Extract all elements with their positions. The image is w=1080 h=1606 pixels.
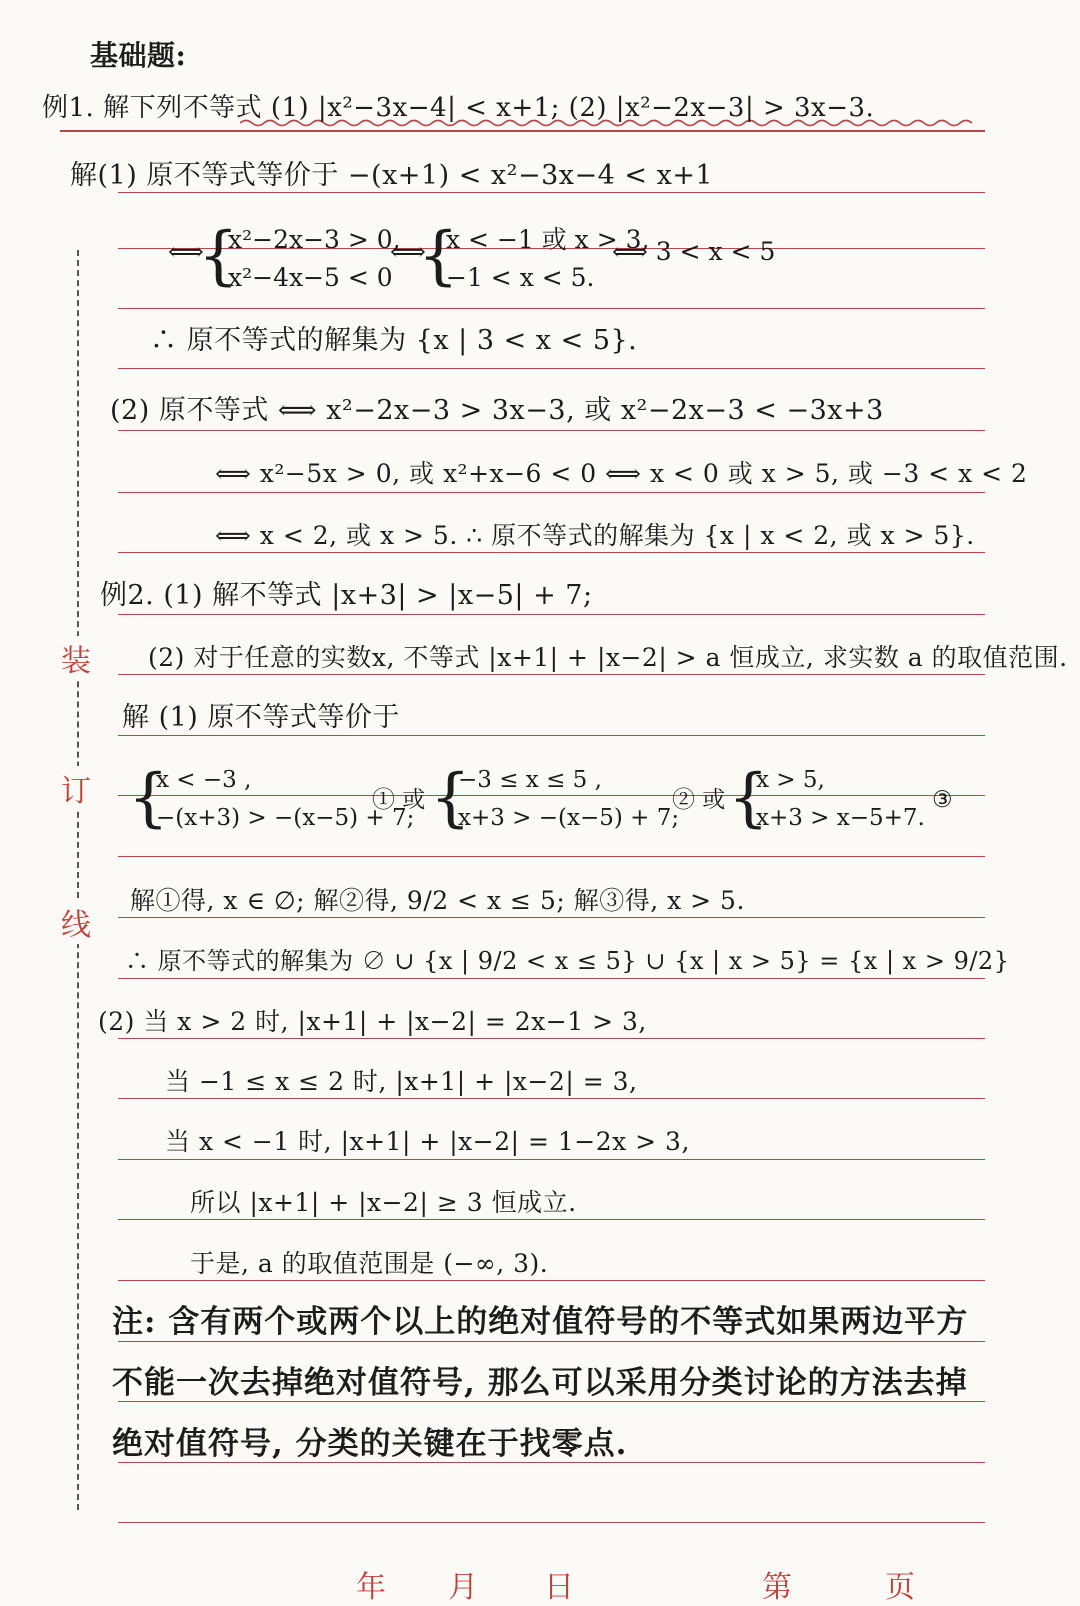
ruled-line: [118, 1522, 985, 1523]
solution2-line3: ⟺ x < 2, 或 x > 5. ∴ 原不等式的解集为 {x | x < 2, 或 x > 5}.: [215, 521, 975, 550]
ruled-line: [118, 368, 985, 369]
footer-page: 页: [885, 1570, 915, 1605]
ruled-line: [118, 192, 985, 193]
footer-day: 日: [544, 1570, 574, 1605]
solution2-line2: ⟺ x²−5x > 0, 或 x²+x−6 < 0 ⟺ x < 0 或 x > 5, 或 −3 < x < 2: [215, 459, 1028, 488]
ruled-line: [118, 1401, 985, 1402]
ruled-line: [118, 492, 985, 493]
case1-line2: −(x+3) > −(x−5) + 7;: [156, 805, 415, 831]
section-title: 基础题:: [90, 39, 187, 72]
ruled-line: [118, 1341, 985, 1342]
part2-line2: 当 −1 ≤ x ≤ 2 时, |x+1| + |x−2| = 3,: [165, 1067, 638, 1096]
case2-line1: −3 ≤ x ≤ 5 ,: [458, 767, 602, 793]
system-arrow-2: ⟺: [390, 237, 426, 266]
system-brace: {: [728, 761, 769, 835]
ruled-line: [118, 1462, 985, 1463]
ruled-line: [118, 917, 985, 918]
ruled-line: [118, 674, 985, 675]
case2-line2: x+3 > −(x−5) + 7;: [458, 805, 680, 831]
case3-line1: x > 5,: [756, 767, 825, 793]
footer-year: 年: [356, 1570, 386, 1605]
footer-di: 第: [762, 1570, 792, 1605]
ruled-line: [118, 430, 985, 431]
case1-tag: ① 或: [372, 787, 426, 813]
ruled-line: [118, 614, 985, 615]
solution1-result: ⟺ 3 < x < 5: [612, 237, 776, 266]
system1-line2: x²−4x−5 < 0: [228, 263, 393, 292]
system-brace: {: [198, 219, 239, 293]
solution2-line1: (2) 原不等式 ⟺ x²−2x−3 > 3x−3, 或 x²−2x−3 < −3x+3: [110, 395, 884, 426]
example2-intro: 解 (1) 原不等式等价于: [122, 702, 400, 733]
ruled-line: [118, 1280, 985, 1281]
example2-solve: 解①得, x ∈ ∅; 解②得, 9/2 < x ≤ 5; 解③得, x > 5.: [130, 886, 745, 915]
binding-char-zhuang: 装: [58, 636, 94, 680]
part2-line3: 当 x < −1 时, |x+1| + |x−2| = 1−2x > 3,: [165, 1127, 690, 1156]
example2-part1: 例2. (1) 解不等式 |x+3| > |x−5| + 7;: [100, 580, 593, 611]
header-rule: [60, 130, 985, 132]
system-arrow-1: ⟺: [168, 237, 204, 266]
part2-line4: 所以 |x+1| + |x−2| ≥ 3 恒成立.: [190, 1188, 577, 1217]
ruled-line: [118, 308, 985, 309]
ruled-line: [118, 978, 985, 979]
example1-statement: 例1. 解下列不等式 (1) |x²−3x−4| < x+1; (2) |x²−2x−3| > 3x−3.: [42, 93, 875, 123]
ruled-line: [118, 1159, 985, 1160]
system-brace: {: [430, 761, 471, 835]
example2-part2: (2) 对于任意的实数x, 不等式 |x+1| + |x−2| > a 恒成立, 求实数 a 的取值范围.: [148, 643, 1068, 672]
case2-tag: ② 或: [672, 787, 726, 813]
ruled-line: [118, 1219, 985, 1220]
system2-line1: x < −1 或 x > 3,: [446, 225, 650, 254]
solution1-intro: 解(1) 原不等式等价于 −(x+1) < x²−3x−4 < x+1: [70, 160, 714, 191]
part2-line1: (2) 当 x > 2 时, |x+1| + |x−2| = 2x−1 > 3,: [98, 1007, 647, 1036]
ruled-line: [118, 1038, 985, 1039]
example2-conclusion: ∴ 原不等式的解集为 ∅ ∪ {x | 9/2 < x ≤ 5} ∪ {x | x > 5} = {x | x > 9/2}: [125, 947, 1010, 975]
binding-char-ding: 订: [58, 766, 94, 810]
system1-line1: x²−2x−3 > 0,: [228, 225, 401, 254]
ruled-line: [118, 735, 985, 736]
system2-line2: −1 < x < 5.: [446, 263, 595, 292]
part2-line5: 于是, a 的取值范围是 (−∞, 3).: [190, 1249, 549, 1278]
binding-dashed-line: [77, 250, 79, 1510]
ruled-line: [118, 1098, 985, 1099]
case1-line1: x < −3 ,: [156, 767, 252, 793]
note-line2: 不能一次去掉绝对值符号, 那么可以采用分类讨论的方法去掉: [112, 1365, 968, 1401]
solution1-conclusion: ∴ 原不等式的解集为 {x | 3 < x < 5}.: [150, 325, 638, 356]
note-line3: 绝对值符号, 分类的关键在于找零点.: [112, 1426, 628, 1462]
note-line1: 注: 含有两个或两个以上的绝对值符号的不等式如果两边平方: [112, 1304, 969, 1340]
system-brace: {: [128, 761, 169, 835]
case3-tag: ③: [932, 787, 953, 813]
system-brace: {: [418, 219, 459, 293]
case3-line2: x+3 > x−5+7.: [756, 805, 925, 831]
footer-month: 月: [448, 1570, 478, 1605]
binding-char-xian: 线: [58, 900, 94, 944]
ruled-line: [118, 856, 985, 857]
ruled-line: [118, 552, 985, 553]
